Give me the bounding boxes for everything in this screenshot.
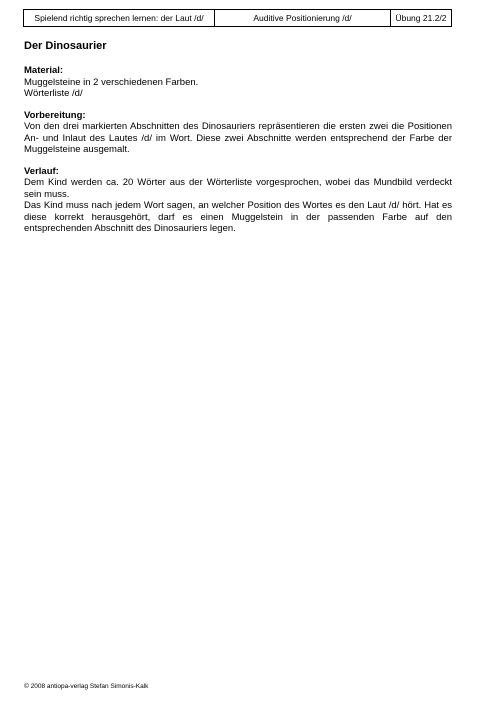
vorbereitung-text: Von den drei markierten Abschnitten des Dinosauriers repräsentieren die ersten zwei die Positionen An- und Inlaut des Lautes /d/ im Wort. Diese zwei Abschnitte werden entsprechend der Farbe der Muggelsteine ausgemalt. xyxy=(24,121,452,155)
header-topic: Auditive Positionierung /d/ xyxy=(215,10,391,26)
material-heading: Material: xyxy=(24,65,64,76)
material-line: Wörterliste /d/ xyxy=(24,88,83,99)
material-section xyxy=(24,65,452,100)
verlauf-heading: Verlauf: xyxy=(24,165,59,177)
material-line: Muggelsteine in 2 verschiedenen Farben. xyxy=(24,76,199,88)
verlauf-paragraph: Das Kind muss nach jedem Wort sagen, an welcher Position des Wortes es den Laut /d/ hört. Hat es diese korrekt herausgehört, darf es einen Muggelstein in der passenden Farbe auf den entsprechenden Abschnitt des Dinosauriers legen. xyxy=(24,200,452,234)
document-body xyxy=(24,40,452,245)
header-table xyxy=(23,9,452,27)
vorbereitung-heading: Vorbereitung: xyxy=(24,109,86,121)
copyright-footer: © 2008 antiopa-verlag Stefan Simonis-Kalk xyxy=(24,683,149,690)
verlauf-paragraph: Dem Kind werden ca. 20 Wörter aus der Wörterliste vorgesprochen, wobei das Mundbild verdeckt sein muss. xyxy=(24,177,452,200)
header-exercise-number: Übung 21.2/2 xyxy=(395,13,447,23)
vorbereitung-section xyxy=(24,110,452,156)
verlauf-section xyxy=(24,166,452,235)
page-title: Der Dinosaurier xyxy=(24,40,107,52)
header-series-title: Spielend richtig sprechen lernen: der Laut /d/ xyxy=(24,10,215,26)
